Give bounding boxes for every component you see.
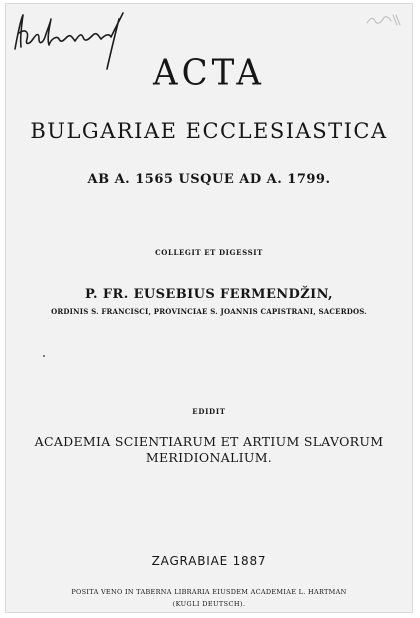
imprint-seller-note: (KUGLI DEUTSCH). bbox=[172, 600, 246, 608]
book-subtitle: BULGARIAE ECCLESIASTICA bbox=[30, 119, 388, 143]
paper-speck bbox=[43, 355, 45, 357]
author-name: P. FR. EUSEBIUS FERMENDŽIN, bbox=[85, 287, 333, 302]
publisher-line-1: ACADEMIA SCIENTIARUM ET ARTIUM SLAVORUM bbox=[34, 434, 384, 449]
imprint-city-year: ZAGRABIAE 1887 bbox=[151, 554, 267, 568]
edidit-label: EDIDIT bbox=[192, 407, 226, 416]
imprint-seller: POSITA VENO IN TABERNA LIBRARIA EIUSDEM ACADEMIAE L. HARTMAN bbox=[71, 588, 347, 596]
book-title-page bbox=[5, 3, 413, 613]
collegit-label: COLLEGIT ET DIGESSIT bbox=[155, 248, 263, 257]
pencil-mark bbox=[363, 11, 403, 29]
book-title: ACTA bbox=[153, 52, 265, 94]
author-affiliation: ORDINIS S. FRANCISCI, PROVINCIAE S. JOANNIS CAPISTRANI, SACERDOS. bbox=[51, 307, 367, 316]
publisher-line-2: MERIDIONALIUM. bbox=[145, 450, 273, 465]
date-range: AB A. 1565 USQUE AD A. 1799. bbox=[87, 172, 331, 187]
